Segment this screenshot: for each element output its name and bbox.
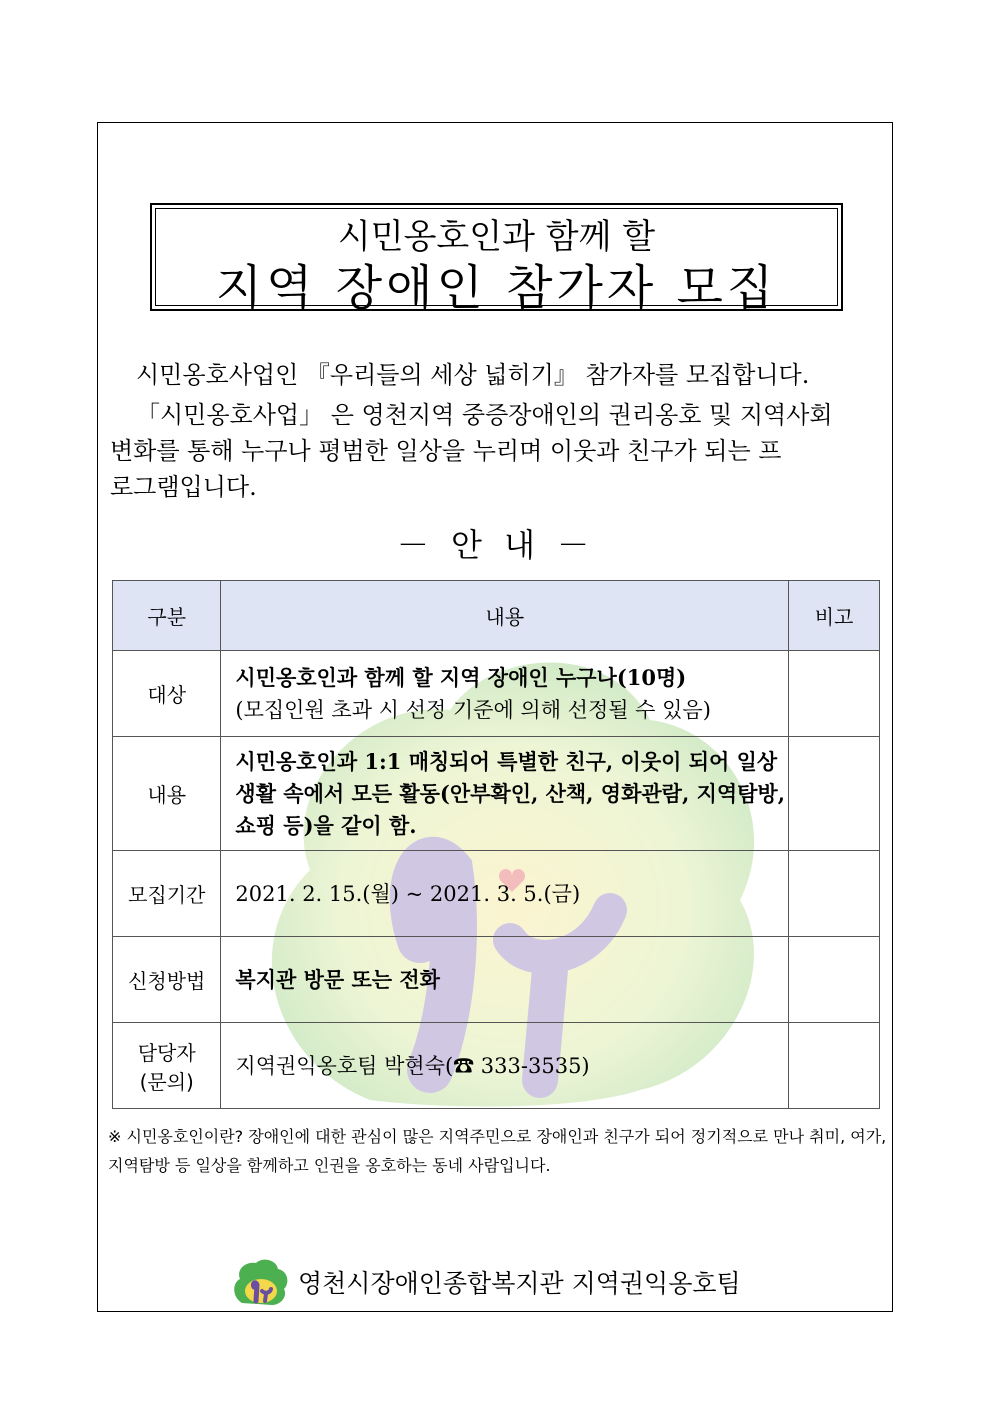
table-row bbox=[113, 851, 880, 937]
info-table bbox=[112, 580, 880, 1109]
row-content-content: 시민옹호인과 1:1 매칭되어 특별한 친구, 이웃이 되어 일상생활 속에서 모든 활동(안부확인, 산책, 영화관람, 지역탐방, 쇼핑 등)을 같이 함. bbox=[221, 737, 789, 851]
table-header-row bbox=[113, 581, 880, 651]
row-label-contact bbox=[113, 1023, 221, 1109]
target-main: 시민옹호인과 함께 할 지역 장애인 누구나(10명) bbox=[235, 664, 687, 690]
row-note-method bbox=[789, 937, 880, 1023]
row-content-contact: 지역권익옹호팀 박현숙(☎ 333-3535) bbox=[221, 1023, 789, 1109]
header-remarks: 비고 bbox=[789, 581, 880, 651]
footer bbox=[232, 1257, 741, 1307]
footnote: ※ 시민옹호인이란? 장애인에 대한 관심이 많은 지역주민으로 장애인과 친구가 되어 정기적으로 만나 취미, 여가, 지역탐방 등 일상을 함께하고 인권을 옹호하는 동네 사람입니다. bbox=[108, 1127, 887, 1175]
intro-paragraph-2 bbox=[110, 397, 890, 505]
row-content-target bbox=[221, 651, 789, 737]
intro-line-1: 시민옹호사업인 『우리들의 세상 넓히기』 참가자를 모집합니다. bbox=[136, 361, 810, 389]
row-label-method: 신청방법 bbox=[113, 937, 221, 1023]
table-row bbox=[113, 937, 880, 1023]
tree-people-logo-icon bbox=[232, 1257, 290, 1307]
header-category: 구분 bbox=[113, 581, 221, 651]
table-row bbox=[113, 651, 880, 737]
row-content-period: 2021. 2. 15.(월) ~ 2021. 3. 5.(금) bbox=[221, 851, 789, 937]
intro-line-4: 로그램입니다. bbox=[110, 473, 257, 501]
table-row bbox=[113, 737, 880, 851]
row-note-period bbox=[789, 851, 880, 937]
contact-label-b: (문의) bbox=[139, 1069, 194, 1094]
row-label-target: 대상 bbox=[113, 651, 221, 737]
title-line-2: 지역 장애인 참가자 모집 bbox=[215, 260, 778, 316]
intro-line-3: 변화를 통해 누구나 평범한 일상을 누리며 이웃과 친구가 되는 프 bbox=[110, 437, 782, 465]
table-row bbox=[113, 1023, 880, 1109]
row-note-target bbox=[789, 651, 880, 737]
row-content-method: 복지관 방문 또는 전화 bbox=[221, 937, 789, 1023]
title-box bbox=[150, 203, 843, 316]
row-label-period: 모집기간 bbox=[113, 851, 221, 937]
footer-org-name: 영천시장애인종합복지관 지역권익옹호팀 bbox=[298, 1269, 741, 1298]
row-label-content: 내용 bbox=[113, 737, 221, 851]
target-sub: (모집인원 초과 시 선정 기준에 의해 선정될 수 있음) bbox=[235, 697, 711, 722]
header-content: 내용 bbox=[221, 581, 789, 651]
guide-heading: － 안 내 － bbox=[396, 526, 596, 564]
title-line-1: 시민옹호인과 함께 할 bbox=[337, 217, 656, 257]
intro-line-2: 「시민옹호사업」 은 영천지역 중증장애인의 권리옹호 및 지역사회 bbox=[136, 401, 833, 429]
row-note-contact bbox=[789, 1023, 880, 1109]
row-note-content bbox=[789, 737, 880, 851]
contact-label-a: 담당자 bbox=[137, 1040, 196, 1065]
intro-paragraph-1 bbox=[110, 357, 890, 393]
